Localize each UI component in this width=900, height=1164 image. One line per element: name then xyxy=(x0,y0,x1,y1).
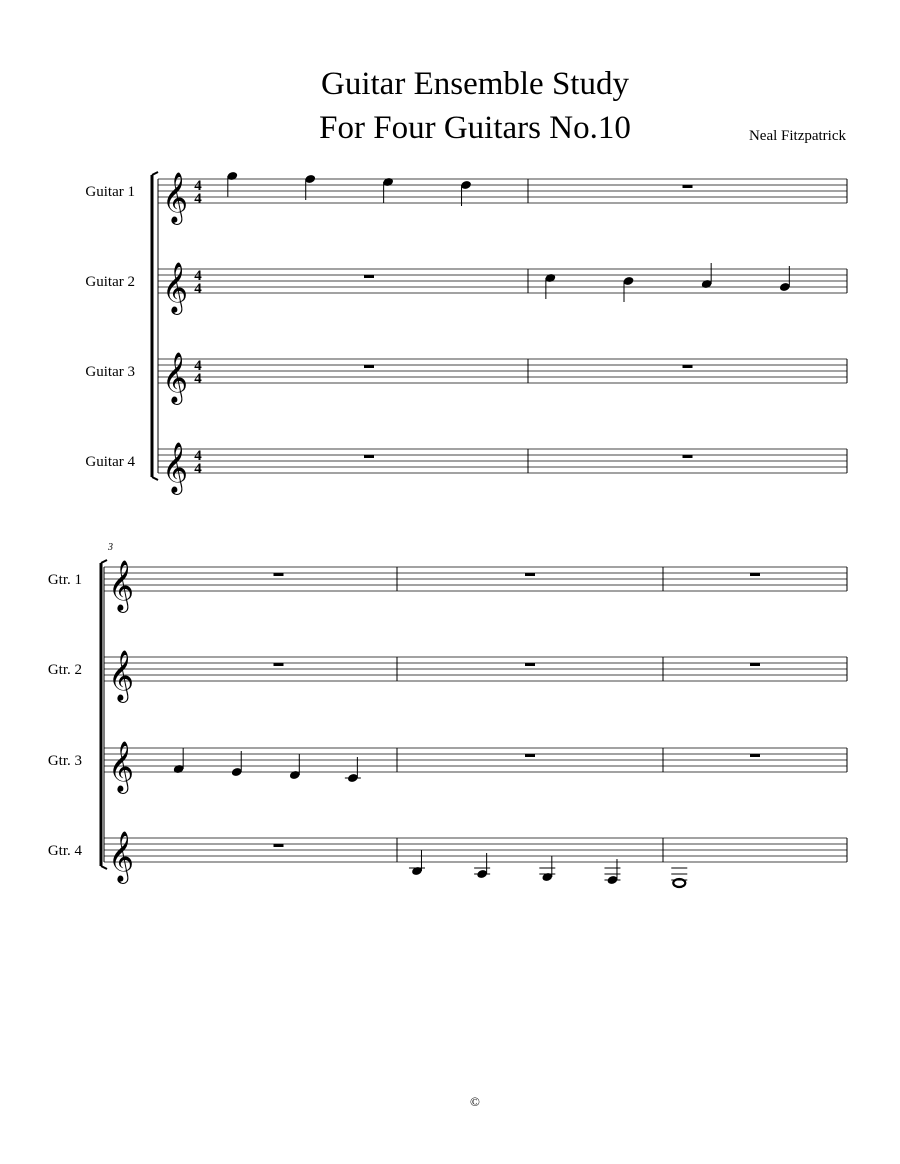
instrument-label: Gtr. 1 xyxy=(47,572,82,588)
bracket-top-hook xyxy=(152,172,158,175)
whole-rest xyxy=(750,754,760,757)
time-signature-numerator: 4 xyxy=(194,268,202,284)
composer-name: Neal Fitzpatrick xyxy=(748,128,846,144)
instrument-label: Guitar 4 xyxy=(85,454,135,470)
whole-rest xyxy=(750,663,760,666)
whole-rest xyxy=(683,365,693,368)
whole-rest xyxy=(525,754,535,757)
score-title-line-2: For Four Guitars No.10 xyxy=(319,110,631,146)
system-1 xyxy=(85,171,847,495)
treble-clef-icon: 𝄞 xyxy=(108,831,135,882)
system-2 xyxy=(48,542,847,887)
time-signature-denominator: 4 xyxy=(194,461,202,477)
time-signature-denominator: 4 xyxy=(194,191,202,207)
staff-guitar-3 xyxy=(85,352,847,405)
whole-rest xyxy=(364,365,374,368)
instrument-label: Guitar 1 xyxy=(85,184,135,200)
treble-clef-icon: 𝄞 xyxy=(162,442,189,493)
treble-clef-icon: 𝄞 xyxy=(162,262,189,313)
bracket-top-hook xyxy=(101,560,107,563)
staff-gtr-2 xyxy=(48,650,847,703)
whole-rest xyxy=(525,663,535,666)
treble-clef-icon: 𝄞 xyxy=(108,560,135,611)
time-signature-denominator: 4 xyxy=(194,281,202,297)
instrument-label: Guitar 3 xyxy=(85,364,135,380)
time-signature-numerator: 4 xyxy=(194,358,202,374)
treble-clef-icon: 𝄞 xyxy=(108,650,135,701)
staff-guitar-4 xyxy=(85,442,847,495)
score-title-line-1: Guitar Ensemble Study xyxy=(321,66,629,102)
measure-number: 3 xyxy=(108,542,113,553)
time-signature-numerator: 4 xyxy=(194,448,202,464)
instrument-label: Gtr. 2 xyxy=(47,662,82,678)
whole-rest xyxy=(683,185,693,188)
bracket-bottom-hook xyxy=(101,866,107,869)
instrument-label: Gtr. 3 xyxy=(47,753,82,769)
staff-gtr-1 xyxy=(48,560,847,613)
time-signature-numerator: 4 xyxy=(194,178,202,194)
treble-clef-icon: 𝄞 xyxy=(108,741,135,792)
staff-guitar-2 xyxy=(85,262,847,315)
treble-clef-icon: 𝄞 xyxy=(162,352,189,403)
time-signature-denominator: 4 xyxy=(194,371,202,387)
whole-rest xyxy=(364,275,374,278)
bracket-bottom-hook xyxy=(152,477,158,480)
treble-clef-icon: 𝄞 xyxy=(162,172,189,223)
whole-rest xyxy=(274,573,284,576)
whole-rest xyxy=(274,844,284,847)
staff-gtr-3 xyxy=(48,741,847,794)
whole-rest xyxy=(750,573,760,576)
staff-guitar-1 xyxy=(85,171,847,225)
instrument-label: Guitar 2 xyxy=(85,274,135,290)
whole-rest xyxy=(525,573,535,576)
staff-gtr-4 xyxy=(48,831,847,887)
copyright-notice: © xyxy=(470,1094,480,1109)
whole-rest xyxy=(364,455,374,458)
whole-rest xyxy=(683,455,693,458)
whole-rest xyxy=(274,663,284,666)
instrument-label: Gtr. 4 xyxy=(47,843,82,859)
